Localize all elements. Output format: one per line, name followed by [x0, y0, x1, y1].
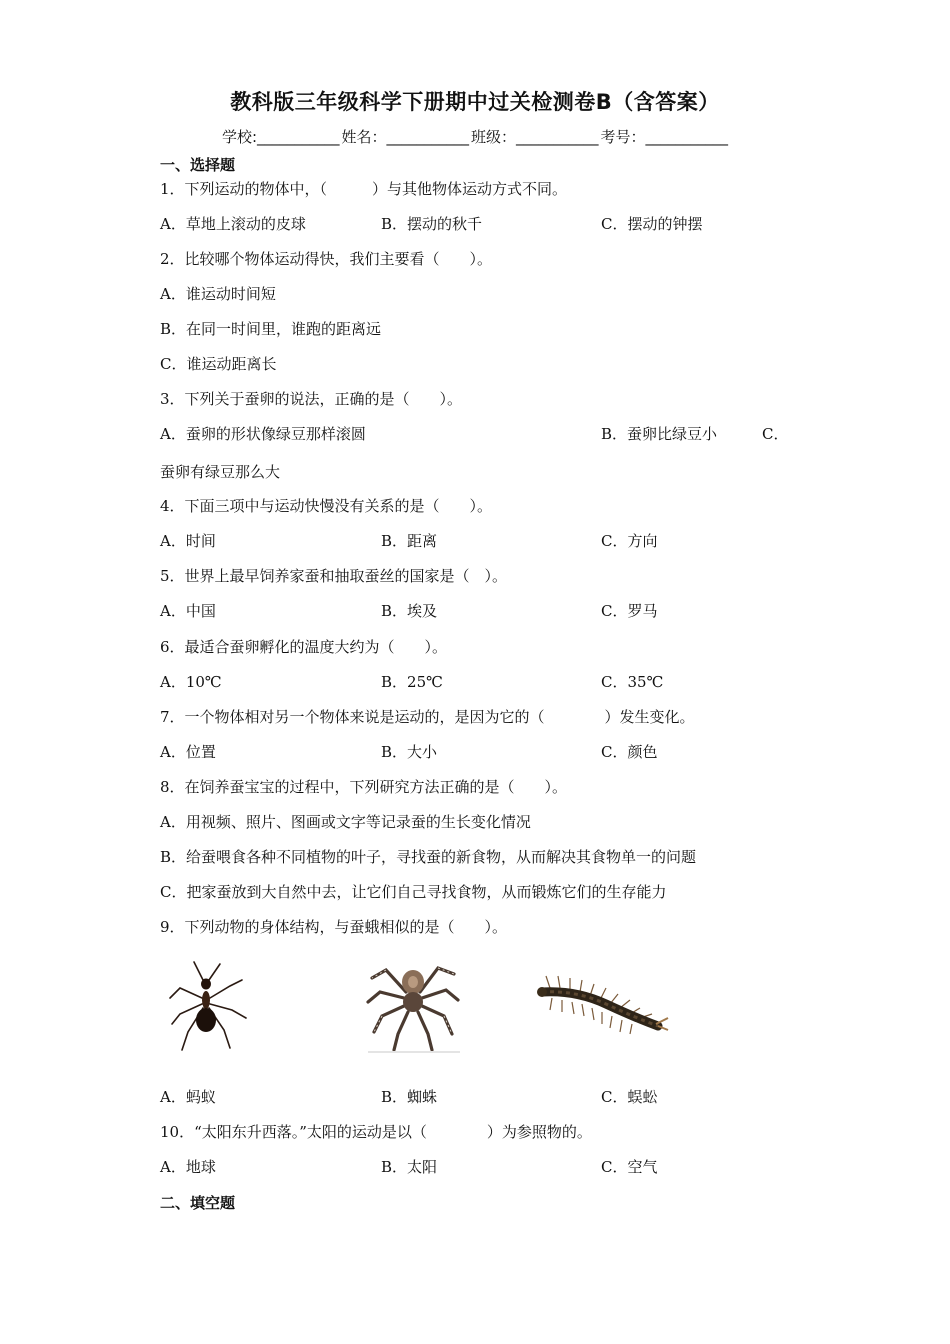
q4-option-b[interactable]: B．距离	[381, 532, 438, 550]
q9-option-a[interactable]: A．蚂蚁	[160, 1088, 216, 1106]
exam-title: 教科版三年级科学下册期中过关检测卷B（含答案）	[230, 90, 720, 114]
question-9: 9．下列动物的身体结构，与蚕蛾相似的是（ ）。	[160, 918, 508, 936]
question-3: 3．下列关于蚕卵的说法，正确的是（ ）。	[160, 390, 463, 408]
question-8: 8．在饲养蚕宝宝的过程中，下列研究方法正确的是（ ）。	[160, 778, 568, 796]
question-2: 2．比较哪个物体运动得快，我们主要看（ ）。	[160, 250, 493, 268]
q7-option-a[interactable]: A．位置	[160, 743, 216, 761]
section-choice-heading: 一、选择题	[160, 156, 236, 174]
q10-option-c[interactable]: C．空气	[601, 1158, 658, 1176]
q10-option-b[interactable]: B．太阳	[381, 1158, 438, 1176]
question-1: 1．下列运动的物体中，（ ）与其他物体运动方式不同。	[160, 180, 568, 198]
name-field[interactable]: 姓名：___________	[341, 128, 470, 146]
question-7: 7．一个物体相对另一个物体来说是运动的，是因为它的（ ）发生变化。	[160, 708, 695, 726]
q8-option-b[interactable]: B．给蚕喂食各种不同植物的叶子，寻找蚕的新食物，从而解决其食物单一的问题	[160, 848, 697, 866]
student-info	[0, 126, 950, 147]
q2-option-b[interactable]: B．在同一时间里，谁跑的距离远	[160, 320, 382, 338]
question-6: 6．最适合蚕卵孵化的温度大约为（ ）。	[160, 638, 448, 656]
question-5: 5．世界上最早饲养家蚕和抽取蚕丝的国家是（ ）。	[160, 567, 508, 585]
q3-option-b[interactable]: B．蚕卵比绿豆小	[601, 425, 718, 443]
q2-option-c[interactable]: C．谁运动距离长	[160, 355, 277, 373]
class-field[interactable]: 班级：___________	[471, 128, 599, 146]
q2-option-a[interactable]: A．谁运动时间短	[160, 285, 276, 303]
q7-option-c[interactable]: C．颜色	[601, 743, 658, 761]
q4-option-a[interactable]: A．时间	[160, 532, 216, 550]
q8-option-a[interactable]: A．用视频、照片、图画或文字等记录蚕的生长变化情况	[160, 813, 531, 831]
q9-option-b[interactable]: B．蜘蛛	[381, 1088, 438, 1106]
q1-option-b[interactable]: B．摆动的秋千	[381, 215, 483, 233]
q1-option-a[interactable]: A．草地上滚动的皮球	[160, 215, 306, 233]
school-field[interactable]: 学校:___________	[221, 128, 340, 146]
q5-option-a[interactable]: A．中国	[160, 602, 216, 620]
q6-option-c[interactable]: C．35℃	[601, 673, 664, 691]
centipede-picture	[536, 968, 670, 1038]
q3-option-c-label[interactable]: C．	[762, 425, 789, 443]
q6-option-b[interactable]: B．25℃	[381, 673, 443, 691]
number-field[interactable]: 考号：___________	[600, 128, 729, 146]
q6-option-a[interactable]: A．10℃	[160, 673, 222, 691]
section-fill-heading: 二、填空题	[160, 1194, 236, 1212]
question-10: 10．“太阳东升西落。”太阳的运动是以（ ）为参照物的。	[160, 1123, 592, 1141]
q7-option-b[interactable]: B．大小	[381, 743, 438, 761]
q5-option-b[interactable]: B．埃及	[381, 602, 438, 620]
q10-option-a[interactable]: A．地球	[160, 1158, 216, 1176]
q9-option-c[interactable]: C．蜈蚣	[601, 1088, 658, 1106]
q5-option-c[interactable]: C．罗马	[601, 602, 658, 620]
q4-option-c[interactable]: C．方向	[601, 532, 658, 550]
ant-picture	[166, 958, 250, 1054]
q1-option-c[interactable]: C．摆动的钟摆	[601, 215, 703, 233]
q3-option-c-text: 蚕卵有绿豆那么大	[160, 463, 281, 481]
q3-option-a[interactable]: A．蚕卵的形状像绿豆那样滚圆	[160, 425, 366, 443]
spider-picture	[364, 952, 462, 1054]
question-4: 4．下面三项中与运动快慢没有关系的是（ ）。	[160, 497, 493, 515]
q8-option-c[interactable]: C．把家蚕放到大自然中去，让它们自己寻找食物，从而锻炼它们的生存能力	[160, 883, 667, 901]
